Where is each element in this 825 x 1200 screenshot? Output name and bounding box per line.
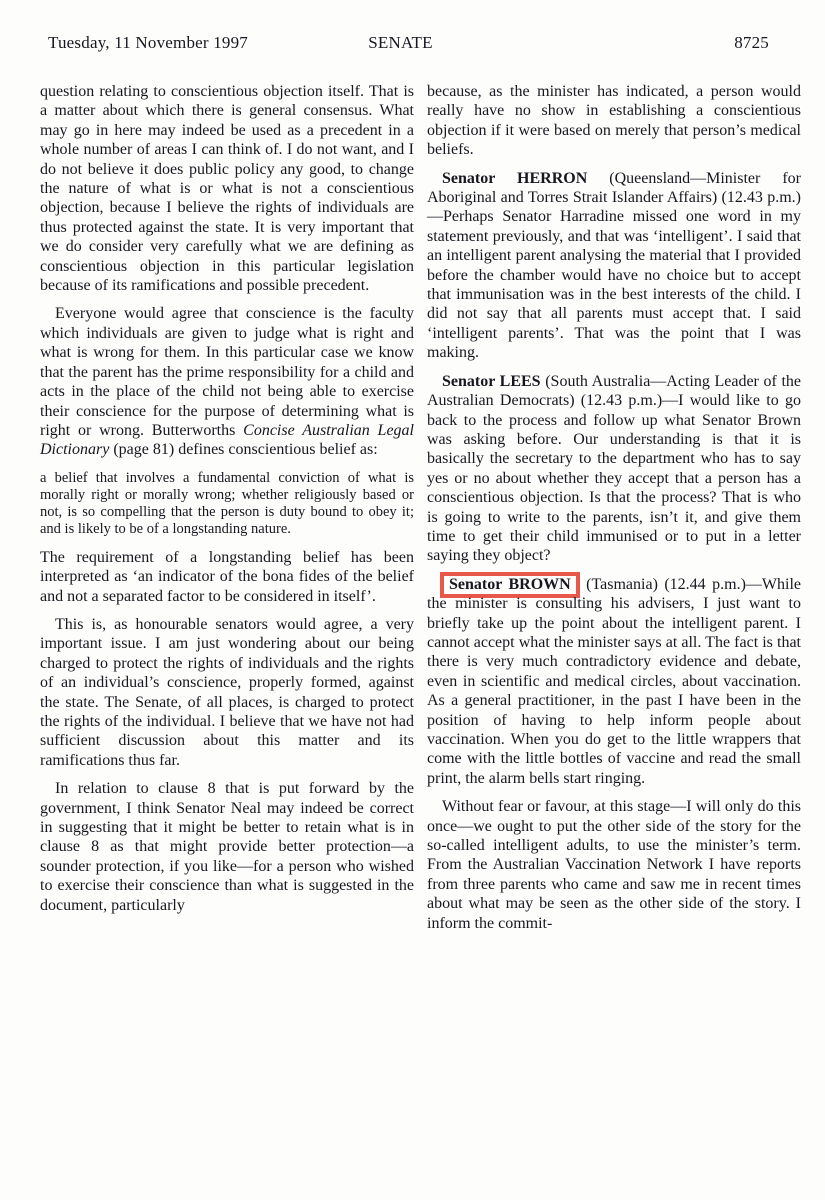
paragraph xyxy=(40,615,414,770)
text-run: (Queensland—Minister for Aboriginal and Torres Strait Islander Affairs) (12.43 p.m.)—Perhaps Senator Harradine missed one word in my statement previously, and that was ‘intelligent’. I said that an intelligent parent analysing the material that I provided before the chamber would have no choice but to accept that immunisation was in the best interests of the child. I did not say that all parents must accept that. I said ‘intelligent parents’. That was the point that I was making. xyxy=(427,169,801,362)
paragraph xyxy=(427,82,801,160)
text-run: In relation to clause 8 that is put forward by the government, I think Senator Neal may indeed be correct in suggesting that it might be better to retain what is in clause 8 as that might provide better protection—a sounder protection, if you like—for a person who wished to exercise their conscience than what is suggested in the document, particularly xyxy=(40,780,414,914)
text-run: Everyone would agree that conscience is the faculty which individuals are given to judge what is right and what is wrong for them. In this particular case we know that the parent has the prime responsibility for a child and acts in the place of the child not being able to exercise their conscience for the purpose of determining what is right or wrong. Butterworths xyxy=(40,305,414,439)
blockquote-paragraph xyxy=(40,470,414,538)
text-run: (South Australia—Acting Leader of the Australian Democrats) (12.43 p.m.)—I would like to go back to the process and follow up what Senator Brown was asking before. Our understanding is that it is basically the secretary to the department who has to say yes or no about whether they accept that a person has a conscientious objection. Is that the process? That is who is going to write to the parents, isn’t it, and give them time to get their child immunised or to put in a letter saying they object? xyxy=(427,372,802,565)
italic-text: Concise Australian Legal Dictionary xyxy=(40,421,415,459)
text-run: This is, as honourable senators would agree, a very important issue. I am just wondering about our being charged to protect the rights of individuals and the rights of an individual’s conscience, properly formed, against the state. The Senate, of all places, is charged to protect the rights of the individual. I believe that we have not had sufficient discussion about this matter and its ramifications thus far. xyxy=(40,615,414,769)
text-run: (page 81) defines conscientious belief as: xyxy=(109,441,378,459)
text-run: The requirement of a longstanding belief has been interpreted as ‘an indicator of the bona fides of the belief and not a separated factor to be considered in itself’. xyxy=(40,548,414,605)
text-run: (Tasmania) (12.44 p.m.)—While the minister is consulting his advisers, I just want to briefly take up the point about the intelligent parent. I cannot accept what the minister says at all. The fact is that there is very much contradictory evidence and debate, even in scientific and medical circles, about vaccination. As a general practitioner, in the past I have been in the position of having to help inform people about vaccination. When you do get to the little wrappers that come with the little bottles of vaccine and read the small print, the alarm bells start ringing. xyxy=(427,575,801,787)
text-run: question relating to conscientious objection itself. That is a matter about which there is general consensus. What may go in here may indeed be used as a precedent in a whole number of areas I can think of. I do not want, and I do not believe it does public policy any good, to change the nature of what is or what is not a conscientious objection, because I believe the rights of individuals are thus protected against the state. It is very important that we do consider very carefully what we are defining as conscientious objection in this particular legislation because of its ramifications and possible precedent. xyxy=(40,83,414,295)
text-run: a belief that involves a fundamental conviction of what is morally right or morally wrong; whether religiously based or not, is so compelling that the person is duty bound to obey it; and is likely to be of a longstanding nature. xyxy=(40,469,414,537)
paragraph xyxy=(40,304,414,459)
paragraph xyxy=(427,169,801,363)
text-run: because, as the minister has indicated, a person would really have no show in establishing a conscientious objection if it were based on merely that person’s medical beliefs. xyxy=(427,83,801,159)
paragraph xyxy=(427,797,801,933)
text-columns xyxy=(0,53,825,942)
paragraph xyxy=(40,548,414,606)
page-header xyxy=(0,0,825,53)
left-column xyxy=(40,82,414,942)
text-run: Without fear or favour, at this stage—I will only do this once—we ought to put the other side of the story for the so-called intelligent adults, to use the minister’s term. From the Australian Vaccination Network I have reports from three parents who came and saw me in recent times about what may be seen as the other side of the story. I inform the commit- xyxy=(427,798,801,932)
speaker-name: Senator LEES xyxy=(442,372,541,390)
highlight-box[interactable]: Senator BROWN xyxy=(440,572,580,598)
header-title: SENATE xyxy=(368,33,433,52)
paragraph xyxy=(40,779,414,915)
header-date: Tuesday, 11 November 1997 xyxy=(48,33,249,52)
paragraph xyxy=(427,372,801,566)
paragraph xyxy=(40,82,414,295)
right-column xyxy=(427,82,801,942)
speaker-name: Senator HERRON xyxy=(442,169,588,187)
paragraph xyxy=(427,575,801,788)
header-page-number: 8725 xyxy=(734,33,769,52)
